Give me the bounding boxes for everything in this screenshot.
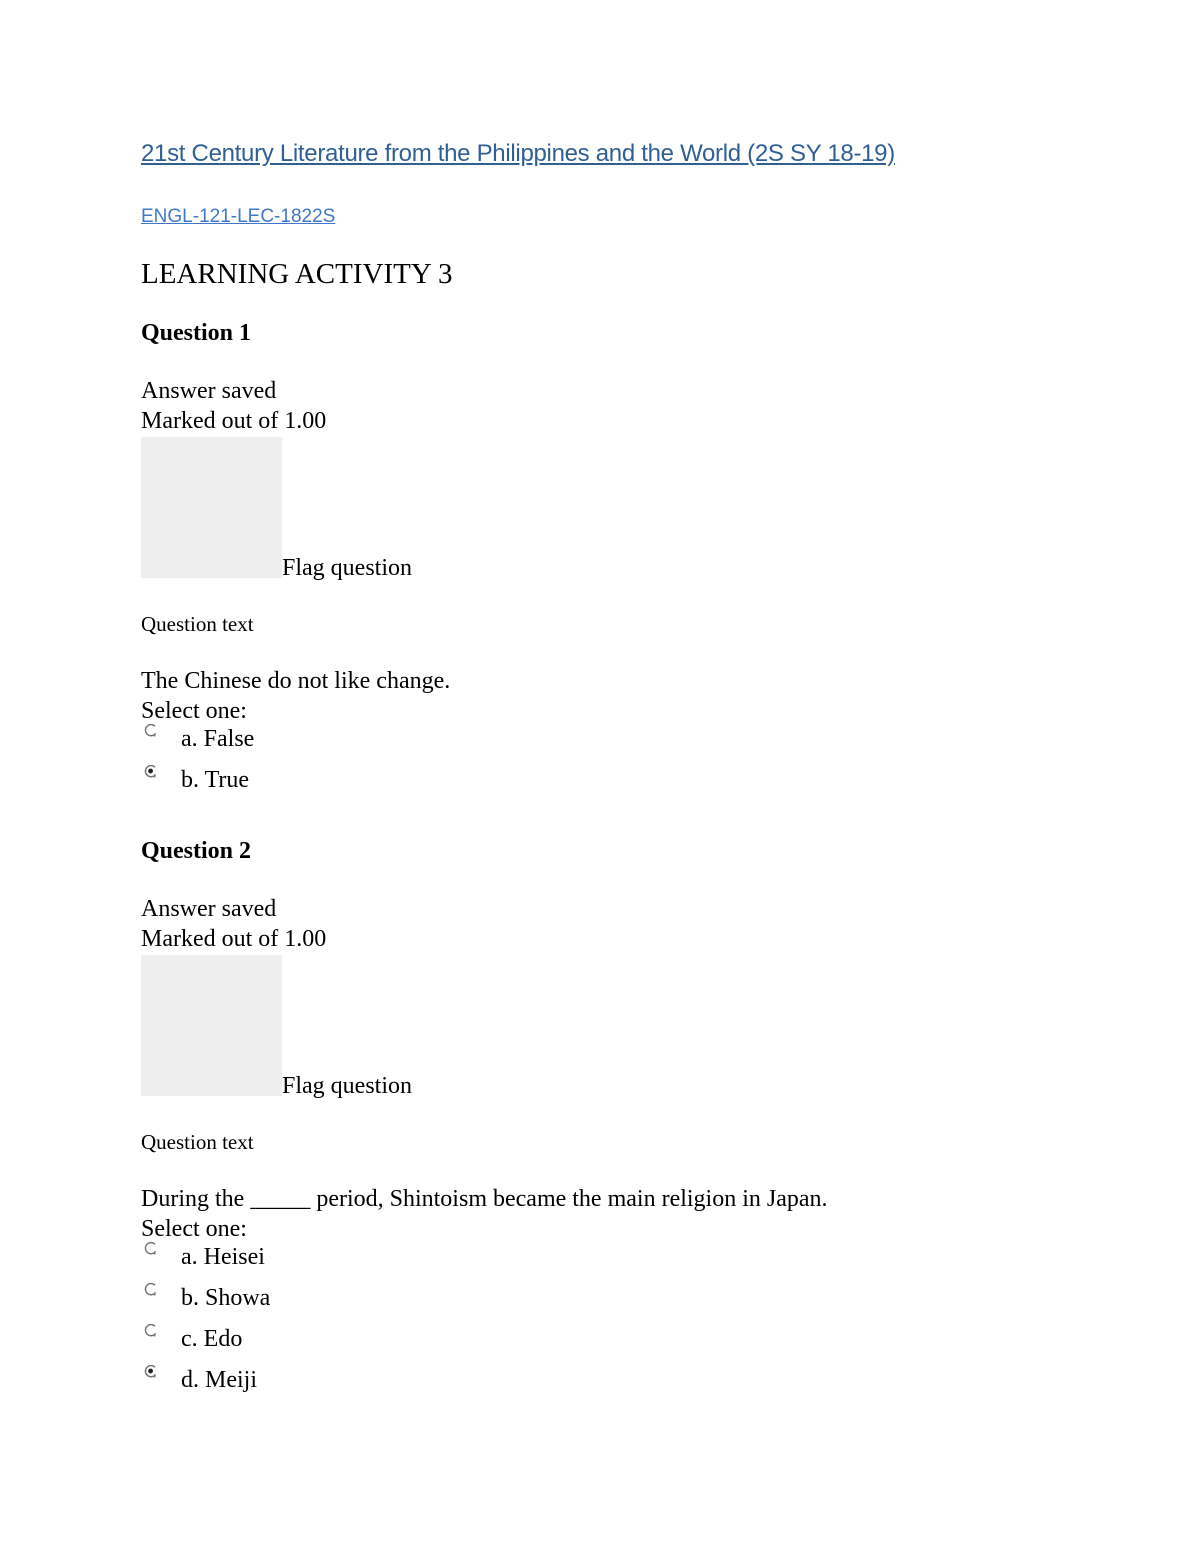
radio-unchecked-icon[interactable] — [144, 723, 158, 737]
radio-unchecked-icon[interactable] — [144, 1323, 158, 1337]
select-one-prompt: Select one: — [141, 1216, 247, 1242]
question-text-label: Question text — [141, 612, 254, 636]
flag-question-label[interactable]: Flag question — [282, 555, 412, 581]
course-title-link[interactable]: 21st Century Literature from the Philippines and the World (2S SY 18-19) — [141, 140, 895, 167]
radio-unchecked-icon[interactable] — [144, 1282, 158, 1296]
question-mark: Marked out of 1.00 — [141, 408, 327, 434]
question-mark: Marked out of 1.00 — [141, 926, 327, 952]
question-text: The Chinese do not like change. — [141, 668, 451, 694]
select-one-prompt: Select one: — [141, 698, 247, 724]
course-code-link[interactable]: ENGL-121-LEC-1822S — [141, 206, 336, 227]
answer-option-label: c. Edo — [181, 1326, 243, 1352]
answer-option-label: d. Meiji — [181, 1367, 257, 1393]
question-status: Answer saved — [141, 378, 277, 404]
question-status: Answer saved — [141, 896, 277, 922]
radio-unchecked-icon[interactable] — [144, 1241, 158, 1255]
flag-icon[interactable] — [141, 955, 282, 1096]
activity-title: LEARNING ACTIVITY 3 — [141, 258, 453, 290]
answer-option-label: a. Heisei — [181, 1244, 265, 1270]
question-heading: Question 2 — [141, 838, 252, 864]
question-text-label: Question text — [141, 1130, 254, 1154]
radio-checked-icon[interactable] — [144, 1364, 158, 1378]
answer-option-label: b. Showa — [181, 1285, 271, 1311]
answer-option-label: a. False — [181, 726, 255, 752]
question-heading: Question 1 — [141, 320, 252, 346]
flag-icon[interactable] — [141, 437, 282, 578]
question-text: During the _____ period, Shintoism became the main religion in Japan. — [141, 1186, 828, 1212]
flag-question-label[interactable]: Flag question — [282, 1073, 412, 1099]
answer-option-label: b. True — [181, 767, 250, 793]
radio-checked-icon[interactable] — [144, 764, 158, 778]
